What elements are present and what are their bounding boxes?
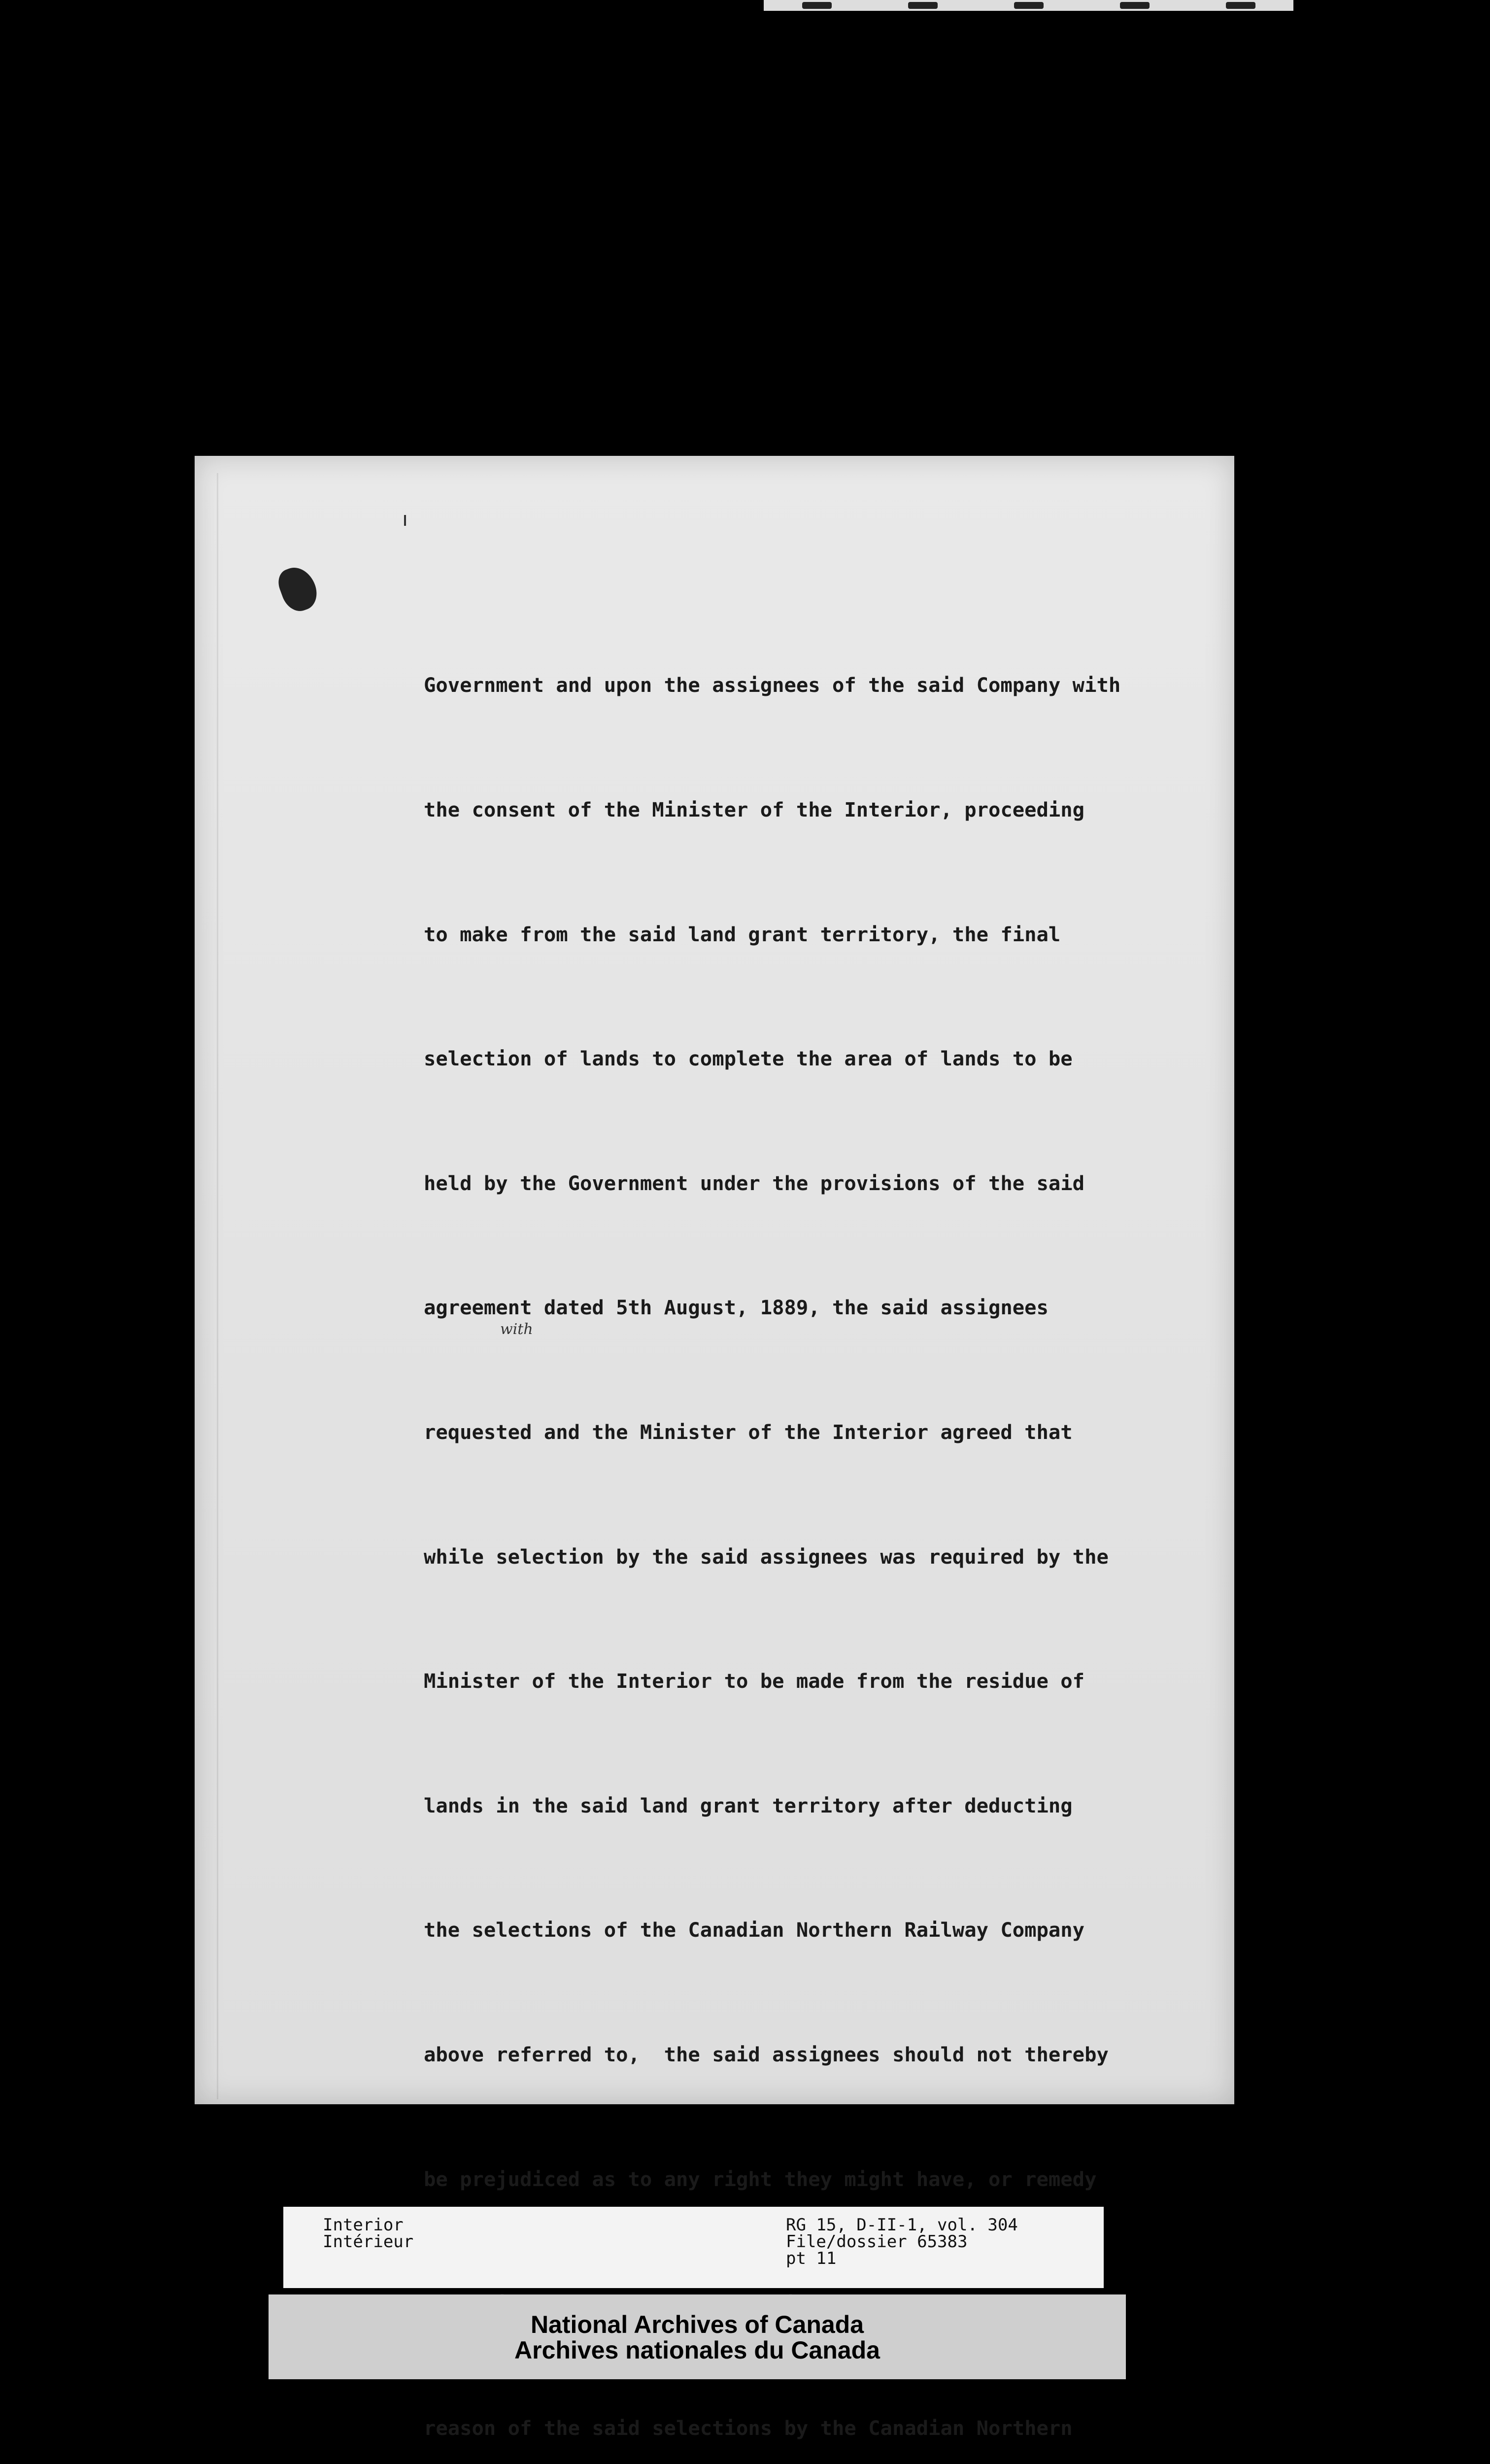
text-line: Minister of the Interior to be made from the residue of xyxy=(424,1669,1085,1693)
reference-department-en: Interior xyxy=(323,2215,404,2235)
film-mark xyxy=(1226,2,1255,9)
archives-label xyxy=(269,2294,1126,2379)
typed-text-block xyxy=(424,582,1173,2464)
text-line: agreement dated 5th August, 1889, the said assignees xyxy=(424,1296,1049,1320)
text-line: above referred to, the said assignees should not thereby xyxy=(424,2042,1109,2066)
reference-department-fr: Intérieur xyxy=(323,2232,414,2252)
reference-file-number: File/dossier 65383 xyxy=(786,2232,968,2252)
text-line: requested and the Minister of the Interior agreed that xyxy=(424,1420,1073,1444)
text-line: the consent of the Minister of the Interior, proceeding xyxy=(424,798,1085,821)
text-line: to make from the said land grant territory, the final xyxy=(424,922,1061,946)
archives-label-en: National Archives of Canada xyxy=(530,2311,864,2338)
text-line: while selection by the said assignees was required by the xyxy=(424,1544,1109,1569)
text-line: selection of lands to complete the area of lands to be xyxy=(424,1047,1073,1071)
film-mark xyxy=(908,2,938,9)
archives-label-fr: Archives nationales du Canada xyxy=(514,2336,880,2364)
text-line: lands in the said land grant territory after deducting xyxy=(424,1793,1073,1817)
handwritten-insert: with xyxy=(500,1321,533,1338)
film-mark xyxy=(802,2,832,9)
reference-part: pt 11 xyxy=(786,2249,837,2268)
reference-department xyxy=(323,2217,413,2250)
reference-record-group: RG 15, D-II-1, vol. 304 xyxy=(786,2215,1018,2235)
text-line: be prejudiced as to any right they might have, or remedy xyxy=(424,2167,1097,2191)
text-line: Government and upon the assignees of the said Company with xyxy=(424,673,1121,697)
film-mark xyxy=(1014,2,1044,9)
film-edge-strip xyxy=(764,0,1293,11)
reference-citation xyxy=(786,2217,1018,2267)
text-line: the selections of the Canadian Northern Railway Company xyxy=(424,1918,1085,1942)
reference-card xyxy=(283,2207,1104,2288)
text-line: held by the Government under the provisions of the said xyxy=(424,1171,1085,1195)
ink-tick-mark xyxy=(404,515,406,526)
film-mark xyxy=(1120,2,1150,9)
text-line: reason of the said selections by the Canadian Northern xyxy=(424,2416,1073,2440)
